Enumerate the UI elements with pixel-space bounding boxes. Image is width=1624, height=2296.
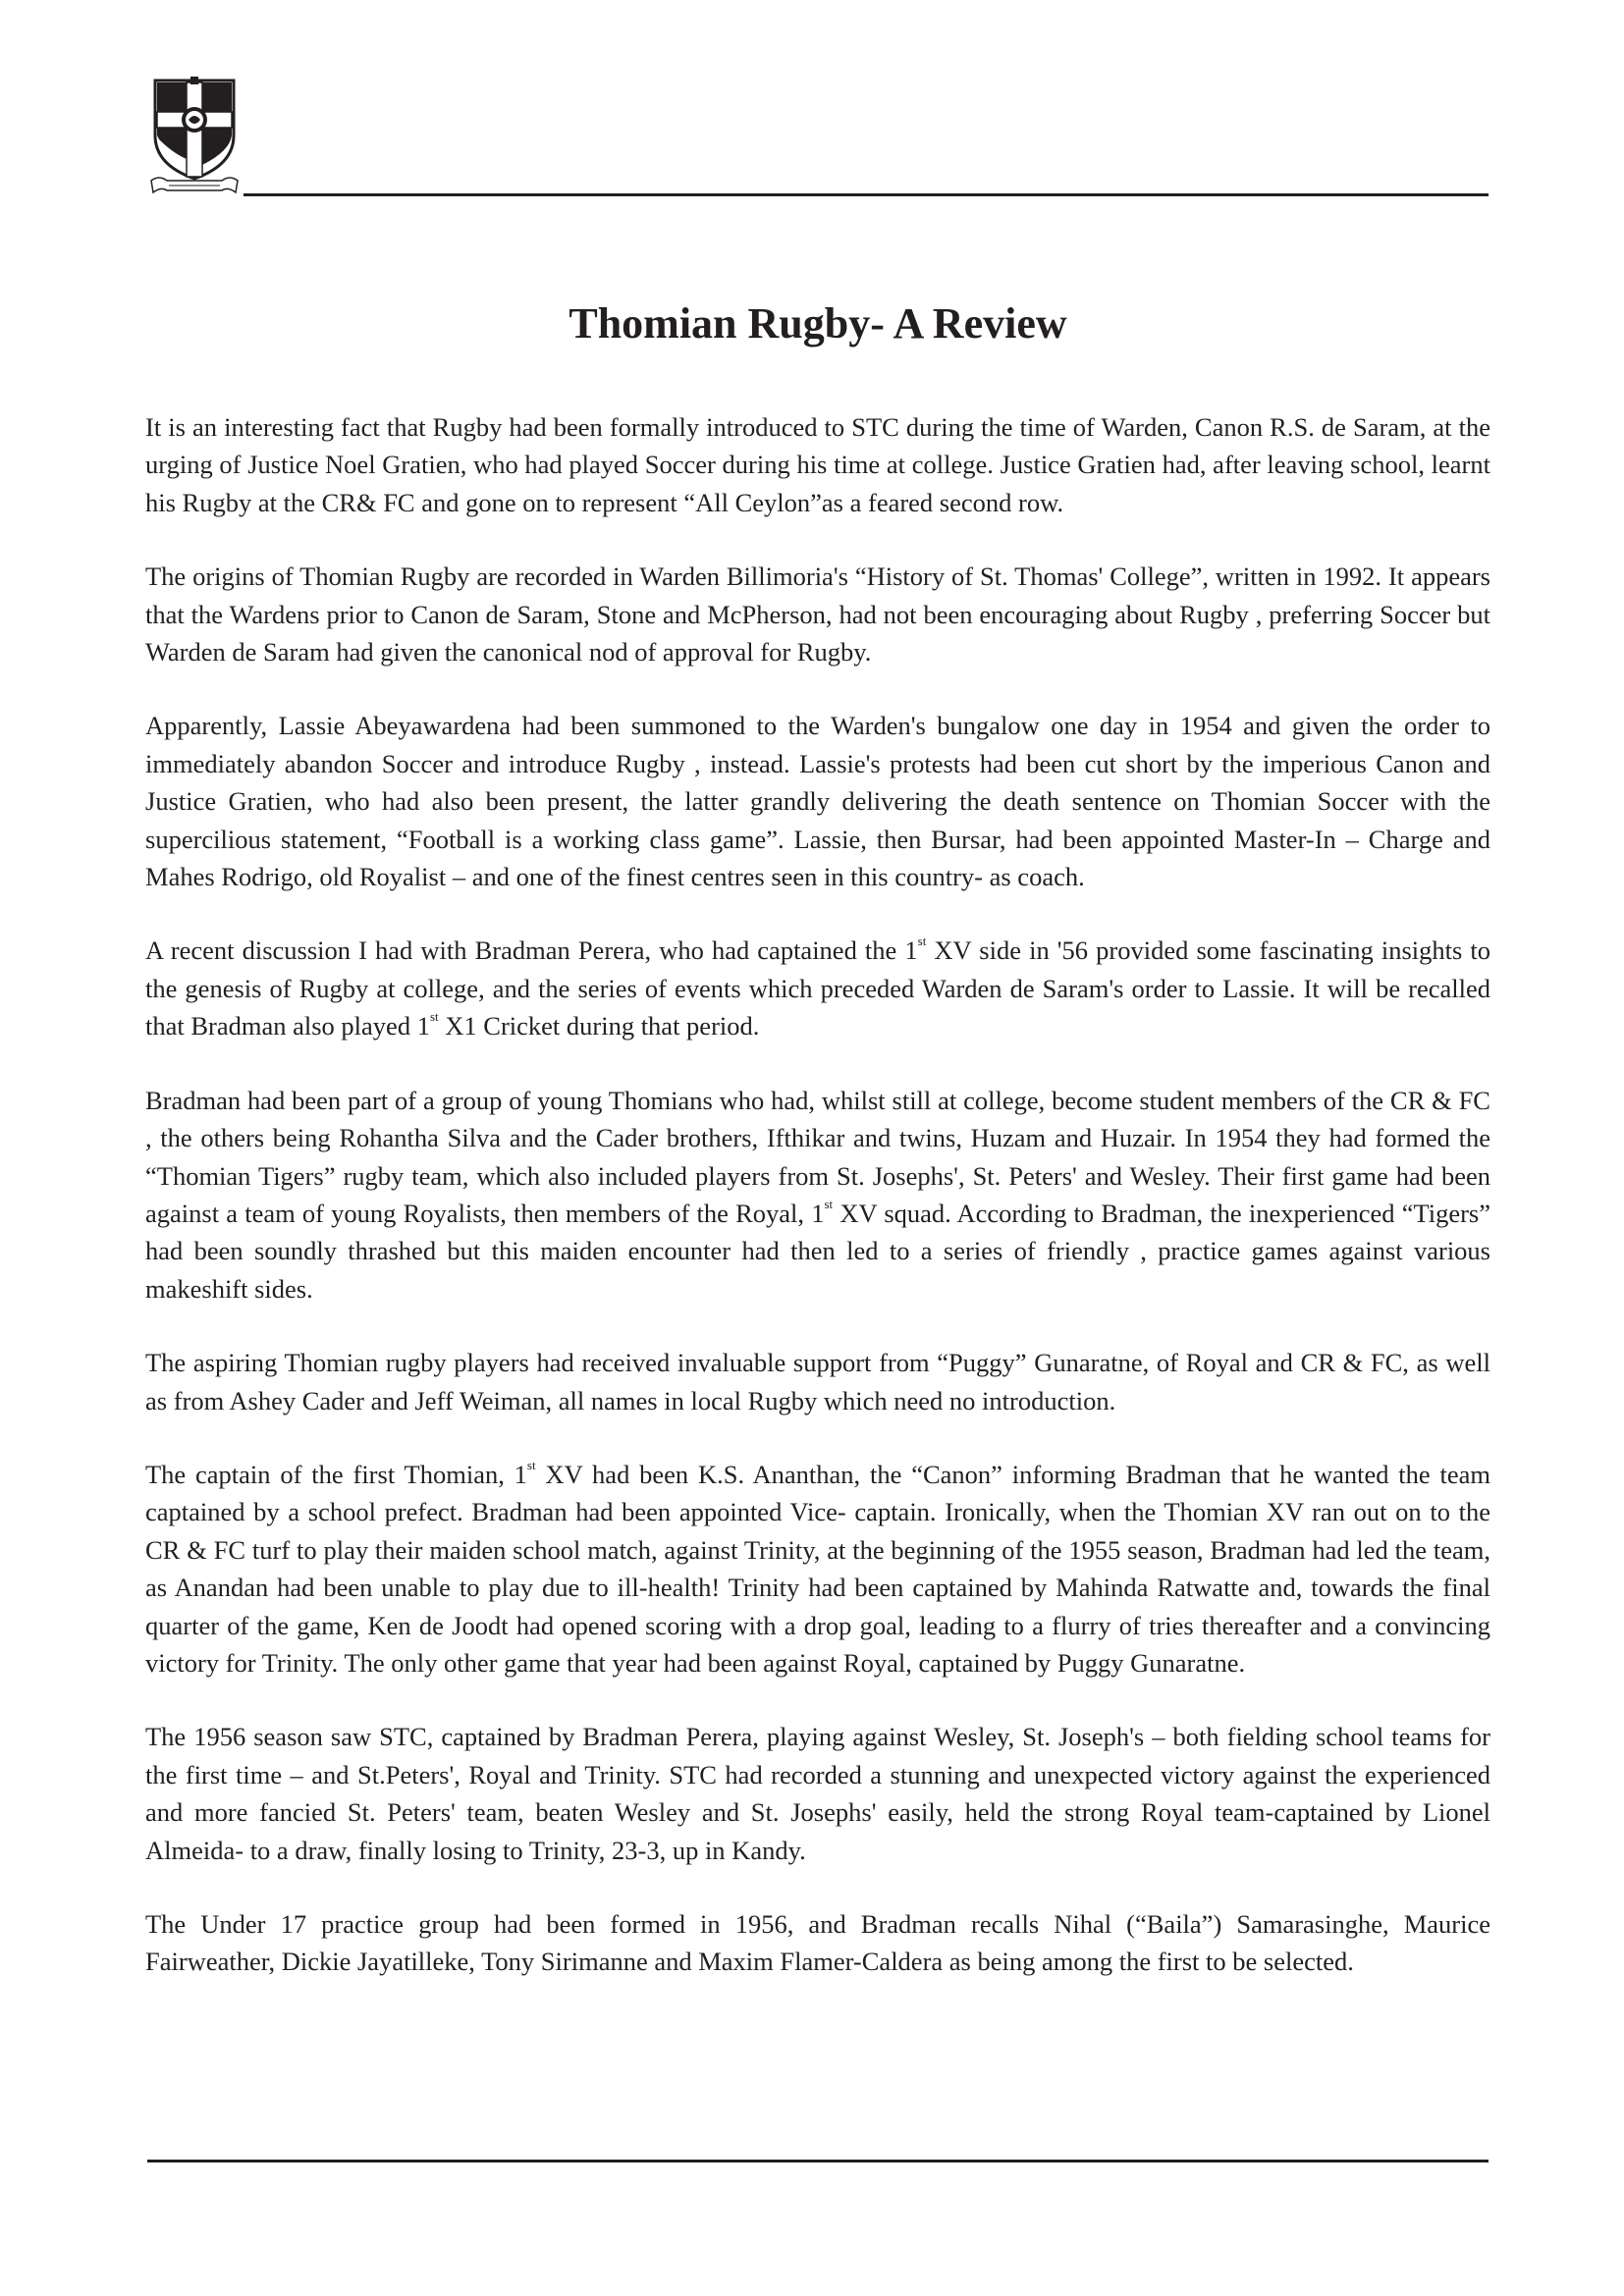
ordinal-superscript: st	[824, 1196, 834, 1211]
paragraph: Apparently, Lassie Abeyawardena had been summoned to the Warden's bungalow one day in 1954 and given the order to immediately abandon Soccer and introduce Rugby , instead. Lassie's protests had been cut short by the imperious Canon and Justice Gratien, who had also been present, the latter grandly delivering the death sentence on Thomian Soccer with the supercilious statement, “Football is a working class game”. Lassie, then Bursar, had been appointed Master-In – Charge and Mahes Rodrigo, old Royalist – and one of the finest centres seen in this country- as coach.	[145, 711, 1490, 892]
paragraph: The 1956 season saw STC, captained by Bradman Perera, playing against Wesley, St. Joseph's – both fielding school teams for the first time – and St.Peters', Royal and Trinity. STC had recorded a stunning and unexpected victory against the experienced and more fancied St. Peters' team, beaten Wesley and St. Josephs' easily, held the strong Royal team-captained by Lionel Almeida- to a draw, finally losing to Trinity, 23-3, up in Kandy.	[145, 1722, 1490, 1865]
paragraph: The captain of the first Thomian, 1st XV had been K.S. Ananthan, the “Canon” informing Bradman that he wanted the team captained by a school prefect. Bradman had been appointed Vice- captain. Ironically, when the Thomian XV ran out on to the CR & FC turf to play their maiden school match, against Trinity, at the beginning of the 1955 season, Bradman had led the team, as Anandan had been unable to play due to ill-health! Trinity had been captained by Mahinda Ratwatte and, towards the final quarter of the game, Ken de Joodt had opened scoring with a drop goal, leading to a flurry of tries thereafter and a convincing victory for Trinity. The only other game that year had been against Royal, captained by Puggy Gunaratne.	[145, 1457, 1491, 1678]
article-body	[145, 408, 1490, 1981]
school-crest-logo	[149, 75, 240, 196]
ordinal-superscript: st	[917, 934, 927, 949]
paragraph: The Under 17 practice group had been formed in 1956, and Bradman recalls Nihal (“Baila”) Samarasinghe, Maurice Fairweather, Dickie Jayatilleke, Tony Sirimanne and Maxim Flamer-Caldera as being among the first to be selected.	[145, 1909, 1490, 1977]
header-rule	[244, 193, 1489, 196]
page-title: Thomian Rugby- A Review	[568, 299, 1067, 347]
ordinal-superscript: st	[429, 1009, 439, 1025]
footer-rule	[147, 2160, 1489, 2163]
paragraph: The origins of Thomian Rugby are recorded in Warden Billimoria's “History of St. Thomas' College”, written in 1992. It appears that the Wardens prior to Canon de Saram, Stone and McPherson, had not been encouraging about Rugby , preferring Soccer but Warden de Saram had given the canonical nod of approval for Rugby.	[145, 561, 1490, 667]
paragraph: Bradman had been part of a group of young Thomians who had, whilst still at college, become student members of the CR & FC , the others being Rohantha Silva and the Cader brothers, Ifthikar and twins, Huzam and Huzair. In 1954 they had formed the “Thomian Tigers” rugby team, which also included players from St. Josephs', St. Peters' and Wesley. Their first game had been against a team of young Royalists, then members of the Royal, 1st XV squad. According to Bradman, the inexperienced “Tigers” had been soundly thrashed but this maiden encounter had then led to a series of friendly , practice games against various makeshift sides.	[145, 1085, 1490, 1304]
ordinal-superscript: st	[526, 1457, 536, 1472]
paragraph: The aspiring Thomian rugby players had received invaluable support from “Puggy” Gunaratne, of Royal and CR & FC, as well as from Ashey Cader and Jeff Weiman, all names in local Rugby which need no introduction.	[145, 1348, 1490, 1415]
paragraph: It is an interesting fact that Rugby had been formally introduced to STC during the time of Warden, Canon R.S. de Saram, at the urging of Justice Noel Gratien, who had played Soccer during his time at college. Justice Gratien had, after leaving school, learnt his Rugby at the CR& FC and gone on to represent “All Ceylon”as a feared second row.	[145, 412, 1490, 517]
paragraph: A recent discussion I had with Bradman Perera, who had captained the 1st XV side in '56 provided some fascinating insights to the genesis of Rugby at college, and the series of events which preceded Warden de Saram's order to Lassie. It will be recalled that Bradman also played 1st X1 Cricket during that period.	[145, 934, 1490, 1041]
